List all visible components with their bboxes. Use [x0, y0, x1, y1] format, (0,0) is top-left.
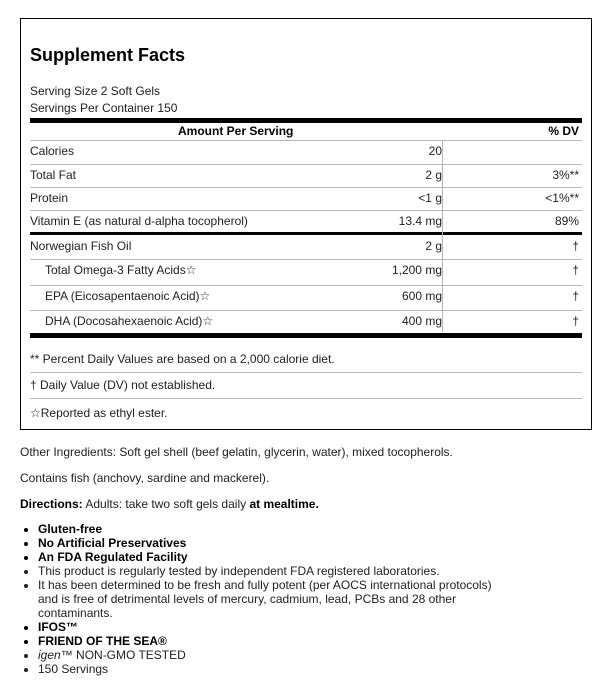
nutrient-dv: 3%**: [552, 168, 579, 182]
footnote-dv: ** Percent Daily Values are based on a 2,000 calorie diet.: [30, 352, 335, 366]
list-item: [38, 648, 498, 662]
nutrient-row: [30, 235, 582, 259]
nutrient-name: Total Fat: [30, 168, 77, 182]
directions-label: Directions:: [20, 497, 83, 511]
feature-list: [20, 522, 498, 676]
supplement-facts-panel: [20, 18, 592, 430]
directions-emphasis: at mealtime.: [249, 497, 319, 511]
nutrient-dv: †: [572, 263, 579, 277]
nutrient-name: Protein: [30, 191, 69, 205]
directions: [20, 497, 597, 511]
nutrient-row: [30, 187, 582, 211]
list-item: • This product is regularly tested by independent FDA registered laboratories.: [38, 564, 498, 578]
nutrient-amount: 2 g: [425, 239, 442, 253]
nutrient-name: Total Omega-3 Fatty Acids☆: [45, 263, 197, 277]
divider: [30, 372, 582, 373]
facts-title: Supplement Facts: [30, 45, 186, 65]
nutrient-amount: 20: [428, 144, 442, 158]
nutrient-row: [30, 310, 582, 334]
divider-thick: [30, 118, 582, 123]
non-gmo-text: ™ NON-GMO TESTED: [60, 648, 186, 662]
header-dv: % DV: [548, 124, 579, 138]
list-item: • 150 Servings: [38, 662, 498, 676]
list-item: • Gluten-free: [38, 522, 498, 536]
servings-per-container: Servings Per Container 150: [30, 101, 178, 115]
nutrient-name: Calories: [30, 144, 75, 158]
header-amount: Amount Per Serving: [178, 124, 294, 138]
list-item: • IFOS™: [38, 620, 498, 634]
nutrient-dv: <1%**: [545, 191, 579, 205]
igen-mark: igen: [38, 648, 61, 662]
other-ingredients: Other Ingredients: Soft gel shell (beef gelatin, glycerin, water), mixed tocopherols.: [20, 445, 453, 459]
nutrient-amount: 1,200 mg: [391, 263, 442, 277]
nutrient-amount: 400 mg: [401, 314, 442, 328]
footnote-not-established: † Daily Value (DV) not established.: [30, 378, 216, 392]
nutrient-amount: 13.4 mg: [398, 214, 442, 228]
list-item: • No Artificial Preservatives: [38, 536, 498, 550]
contains-allergen: Contains fish (anchovy, sardine and mackerel).: [20, 471, 270, 485]
nutrient-amount: 600 mg: [401, 289, 442, 303]
nutrient-amount: 2 g: [425, 168, 442, 182]
nutrient-row: [30, 210, 582, 234]
nutrient-row: [30, 140, 582, 164]
nutrient-row: [30, 259, 582, 283]
table-header: [30, 124, 582, 138]
nutrient-dv: 89%: [554, 214, 579, 228]
nutrient-name: Norwegian Fish Oil: [30, 239, 132, 253]
list-item: • It has been determined to be fresh and fully potent (per AOCS international protocols) and is free of detrimental levels of mercury, cadmium, lead, PCBs and 28 other contaminants.: [38, 578, 498, 620]
nutrient-dv: †: [572, 239, 579, 253]
list-item: • An FDA Regulated Facility: [38, 550, 498, 564]
serving-size: Serving Size 2 Soft Gels: [30, 84, 161, 98]
nutrient-dv: †: [572, 289, 579, 303]
nutrient-name: Vitamin E (as natural d-alpha tocopherol): [30, 214, 248, 228]
directions-text: Adults: take two soft gels daily: [82, 497, 250, 511]
divider: [30, 398, 582, 399]
nutrient-dv: †: [572, 314, 579, 328]
nutrient-amount: <1 g: [418, 191, 442, 205]
column-divider: [442, 140, 443, 332]
nutrient-row: [30, 285, 582, 309]
divider-thick: [30, 333, 582, 338]
nutrient-name: EPA (Eicosapentaenoic Acid)☆: [45, 289, 211, 303]
footnote-ethyl-ester: ☆Reported as ethyl ester.: [30, 406, 168, 420]
nutrient-name: DHA (Docosahexaenoic Acid)☆: [45, 314, 214, 328]
list-item: • FRIEND OF THE SEA®: [38, 634, 498, 648]
nutrient-row: [30, 164, 582, 188]
